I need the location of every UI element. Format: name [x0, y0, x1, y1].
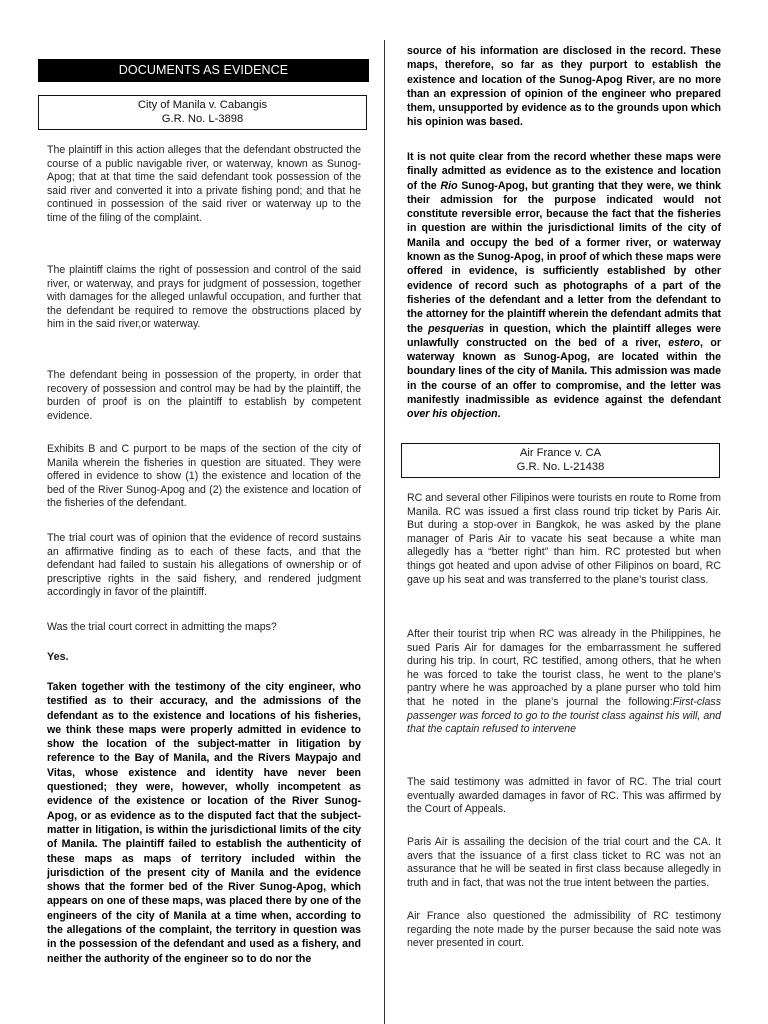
facts-paragraph-3: The defendant being in possession of the property, in order that recovery of possession and control may be had by the plaintiff, the burden of proof is on the plaintiff to establish by competent evidence. [47, 369, 361, 422]
text-run: , or waterway known as Sunog-Apog, are located within the boundary lines of the city of Manila. This admission was made in the course of an offer to compromise, and the letter was manifestly inadmissible as evidence against the defendant [407, 336, 722, 407]
section-banner: DOCUMENTS AS EVIDENCE [38, 59, 369, 82]
italic-quote: First-class passenger was forced to go to the tourist class against his will, and that the captain refused to intervene [407, 695, 721, 736]
facts-paragraph-5: The trial court was of opinion that the evidence of record sustains an affirmative finding as to each of these facts, and that the defendant had failed to sustain his allegations of ownership or of prescriptive rights in the said fishery, and rendered judgment accordingly in favor of the plaintiff. [47, 532, 361, 599]
facts-paragraph-1: The plaintiff in this action alleges that the defendant obstructed the course of a public navigable river, or waterway, known as Sunog-Apog; that at that time the said defendant took possession of the said river and converted it into a private fishing pond; and that he continued in possession of the said river or waterway up to the time of the filing of the complaint. [47, 144, 361, 224]
case-header-air-france [401, 443, 720, 478]
text-run: Sunog-Apog, but granting that they were, we think their admission for the purpose indicated would not constitute reversible error, because the fact that the fisheries in question are within the jurisdictional limits of the city of Manila and occupy the bed of a former river, or waterway known as the Sunog-Apog, in proof of which these maps were offered in evidence, is sufficiently established by other evidence of record such as photographs of a part of the fisheries of the defendant and a letter from the defendant to the attorney for the plaintiff wherein the defendant admits that the [407, 179, 721, 335]
text-run: It is not quite clear from the record whether these maps were finally admitted as evidence as to the existence and location of the [407, 151, 721, 192]
case-gr-number: G.R. No. L-21438 [516, 461, 605, 473]
text-run: . [497, 408, 501, 421]
af-facts-paragraph-1: RC and several other Filipinos were tourists en route to Rome from Manila. RC was issued a first class round trip ticket by Paris Air. But during a stop-over in Bangkok, he was asked by the plane manager of Paris Air to vacate his seat because a white man allegedly has a “better right” than him. RC protested but when things got heated and upon advise of other Filipinos on board, RC gave up his seat and was transferred to the plane’s tourist class. [407, 492, 721, 586]
facts-paragraph-2: The plaintiff claims the right of possession and control of the said river, or waterway, and prays for judgment of possession, together with damages for the alleged unlawful occupation, and further that the defendant be required to remove the obstructions placed by him in the said river,or waterway. [47, 264, 361, 331]
italic-term: estero [668, 336, 700, 349]
case-title: Air France v. CA [519, 447, 602, 459]
case-gr-number: G.R. No. L-3898 [161, 113, 244, 125]
text-run: in question, which the plaintiff alleges were unlawfully constructed on the bed of a river, [407, 322, 721, 349]
case-header-cabangis [38, 95, 367, 130]
case-title: City of Manila v. Cabangis [137, 99, 268, 111]
answer: Yes. [47, 651, 69, 663]
issue-question: Was the trial court correct in admitting the maps? [47, 621, 277, 633]
ruling-paragraph-2 [407, 150, 721, 422]
italic-term: pesquerias [428, 322, 485, 335]
af-facts-paragraph-3: The said testimony was admitted in favor of RC. The trial court eventually awarded damages in favor of RC. This was affirmed by the Court of Appeals. [407, 776, 721, 816]
column-divider [384, 40, 385, 1024]
ruling-paragraph: Taken together with the testimony of the city engineer, who testified as to their accuracy, and the admissions of the defendant as to the existence and locations of his fisheries, we think these maps were properly admitted in evidence to show the location of the subject-matter in litigation by reference to the Bay of Manila, and the Rivers Maypajo and Vitas, whose existence and identity have never been questioned; they were, however, wholly incompetent as evidence of the existence or location of the River Sunog-Apog, or as evidence as to the disputed fact that the subject-matter in litigation, is within the jurisdictional limits of the city of Manila. The plaintiff failed to establish the authenticity of these maps as maps of territory included within the jurisdiction of the present city of Manila and the evidence shows that the former bed of the River Sunog-Apog, which appears on one of these maps, was placed there by one of the engineers of the city of Manila at a time when, according to the allegations of the complaint, the territory in question was in the possession of the defendant and used as a fishery, and neither the authority of the engineer so to do nor the [47, 681, 361, 965]
af-facts-paragraph-5: Air France also questioned the admissibility of RC testimony regarding the note made by the purser because the said note was never presented in court. [407, 910, 721, 950]
text-run: After their tourist trip when RC was already in the Philippines, he sued Paris Air for damages for the embarrassment he suffered during his trip. In court, RC testified, among others, that he when he was forced to take the tourist class, he went to the plane’s pantry where he was approached by a plane purser who told him that he noted in the plane’s journal the following: [407, 628, 721, 708]
af-facts-paragraph-4: Paris Air is assailing the decision of the trial court and the CA. It avers that the issuance of a first class ticket to RC was not an assurance that he will be seated in first class because allegedly in truth and in fact, that was not the true intent between the parties. [407, 836, 721, 889]
italic-term: Rio [440, 179, 458, 192]
af-facts-paragraph-2 [407, 628, 721, 737]
italic-term: over his objection [407, 408, 498, 421]
facts-paragraph-4: Exhibits B and C purport to be maps of the section of the city of Manila wherein the fisheries in question are situated. They were offered in evidence to show (1) the existence and location of the bed of the River Sunog-Apog and (2) the existence and location of the fisheries of the defendant. [47, 443, 361, 510]
ruling-continued: source of his information are disclosed in the record. These maps, therefore, so far as they purport to establish the existence and location of the Sunog-Apog River, are no more than an expression of opinion of the engineer who prepared them, unsupported by evidence as to the grounds upon which his opinion was based. [407, 45, 721, 129]
